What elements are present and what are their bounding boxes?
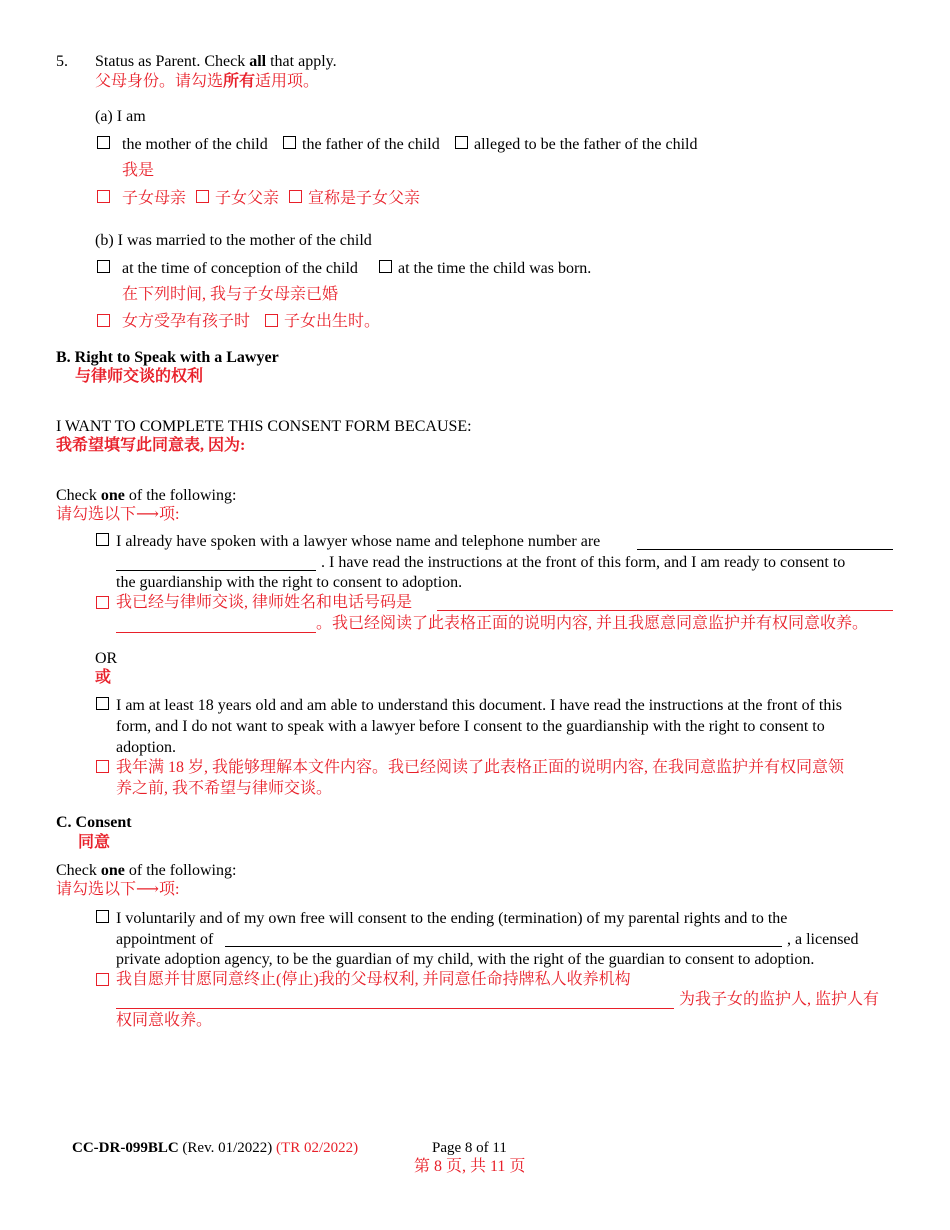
spoke-lawyer-checkbox-zh[interactable]	[96, 596, 109, 609]
no-lawyer-line1: I am at least 18 years old and am able to understand this document. I have read the instructions at the front of this	[116, 697, 843, 714]
agency-name-field-zh[interactable]	[116, 1008, 674, 1009]
check-one-c: Check one of the following:	[56, 862, 237, 879]
conception-label-zh: 女方受孕有孩子时	[122, 313, 251, 330]
spoke-lawyer-line3: the guardianship with the right to consent to adoption.	[116, 574, 463, 591]
or-label-zh: 或	[95, 669, 112, 686]
page-number-zh: 第 8 页, 共 11 页	[414, 1158, 526, 1175]
check-one-b: Check one of the following:	[56, 487, 237, 504]
no-lawyer-line1-zh: 我年满 18 岁, 我能够理解本文件内容。我已经阅读了此表格正面的说明内容, 在我同意监护并有权同意领	[116, 759, 845, 776]
conception-checkbox[interactable]	[97, 260, 110, 273]
conception-label: at the time of conception of the child	[122, 260, 358, 277]
consent-line2a: appointment of	[116, 931, 214, 948]
consent-checkbox-zh[interactable]	[96, 973, 109, 986]
mother-checkbox[interactable]	[97, 136, 110, 149]
mother-label: the mother of the child	[122, 136, 268, 153]
consent-line1: I voluntarily and of my own free will consent to the ending (termination) of my parental rights and to the	[116, 910, 788, 927]
spoke-lawyer-line1: I already have spoken with a lawyer whose name and telephone number are	[116, 533, 601, 550]
section-c-title-zh: 同意	[78, 834, 111, 851]
status-heading: Status as Parent. Check all that apply.	[95, 53, 337, 70]
born-label-zh: 子女出生时。	[284, 313, 381, 330]
no-lawyer-line2: form, and I do not want to speak with a lawyer before I consent to the guardianship with the right to consent to	[116, 718, 825, 735]
part-a-label: (a) I am	[95, 108, 146, 125]
part-a-intro-zh: 我是	[122, 162, 155, 179]
alleged-father-label: alleged to be the father of the child	[474, 136, 698, 153]
agency-name-field[interactable]	[225, 946, 782, 947]
section-b-title-zh: 与律师交谈的权利	[75, 368, 204, 385]
father-checkbox-zh[interactable]	[196, 190, 209, 203]
consent-line3: private adoption agency, to be the guardian of my child, with the right of the guardian to consent to adoption.	[116, 951, 815, 968]
no-lawyer-checkbox-zh[interactable]	[96, 760, 109, 773]
lawyer-name-field-b[interactable]	[116, 570, 316, 571]
consent-checkbox[interactable]	[96, 910, 109, 923]
father-checkbox[interactable]	[283, 136, 296, 149]
check-one-c-zh: 请勾选以下⟶项:	[56, 881, 180, 898]
consent-line2-zh: 为我子女的监护人, 监护人有	[679, 991, 880, 1008]
alleged-father-checkbox-zh[interactable]	[289, 190, 302, 203]
spoke-lawyer-checkbox[interactable]	[96, 533, 109, 546]
mother-checkbox-zh[interactable]	[97, 190, 110, 203]
status-heading-zh: 父母身份。请勾选所有适用项。	[95, 73, 320, 90]
born-checkbox-zh[interactable]	[265, 314, 278, 327]
consent-line3-zh: 权同意收养。	[116, 1012, 213, 1029]
spoke-lawyer-line2: . I have read the instructions at the front of this form, and I am ready to consent to	[321, 554, 846, 571]
mother-label-zh: 子女母亲	[122, 190, 187, 207]
part-b-label: (b) I was married to the mother of the child	[95, 232, 372, 249]
or-label: OR	[95, 650, 118, 667]
born-checkbox[interactable]	[379, 260, 392, 273]
spoke-lawyer-line2-zh: 。我已经阅读了此表格正面的说明内容, 并且我愿意同意监护并有权同意收养。	[316, 615, 869, 632]
born-label: at the time the child was born.	[398, 260, 592, 277]
conception-checkbox-zh[interactable]	[97, 314, 110, 327]
lawyer-name-field-zh-a[interactable]	[437, 610, 893, 611]
father-label: the father of the child	[302, 136, 440, 153]
no-lawyer-checkbox[interactable]	[96, 697, 109, 710]
page-number: Page 8 of 11	[432, 1140, 507, 1156]
check-one-b-zh: 请勾选以下⟶项:	[56, 506, 180, 523]
want-statement-zh: 我希望填写此同意表, 因为:	[56, 437, 246, 454]
item-number: 5.	[56, 53, 68, 70]
form-code: CC-DR-099BLC (Rev. 01/2022) (TR 02/2022)	[72, 1140, 359, 1156]
lawyer-name-field-a[interactable]	[637, 549, 893, 550]
section-b-title: B. Right to Speak with a Lawyer	[56, 349, 279, 366]
father-label-zh: 子女父亲	[215, 190, 280, 207]
lawyer-name-field-zh-b[interactable]	[116, 632, 316, 633]
no-lawyer-line2-zh: 养之前, 我不希望与律师交谈。	[116, 780, 333, 797]
want-statement: I WANT TO COMPLETE THIS CONSENT FORM BECAUSE:	[56, 418, 472, 435]
part-b-intro-zh: 在下列时间, 我与子女母亲已婚	[122, 286, 339, 303]
consent-line2b: , a licensed	[787, 931, 859, 948]
section-c-title: C. Consent	[56, 814, 132, 831]
spoke-lawyer-line1-zh: 我已经与律师交谈, 律师姓名和电话号码是	[116, 594, 413, 611]
alleged-father-checkbox[interactable]	[455, 136, 468, 149]
alleged-father-label-zh: 宣称是子女父亲	[308, 190, 421, 207]
consent-line1-zh: 我自愿并甘愿同意终止(停止)我的父母权利, 并同意任命持牌私人收养机构	[116, 971, 631, 988]
no-lawyer-line3: adoption.	[116, 739, 176, 756]
